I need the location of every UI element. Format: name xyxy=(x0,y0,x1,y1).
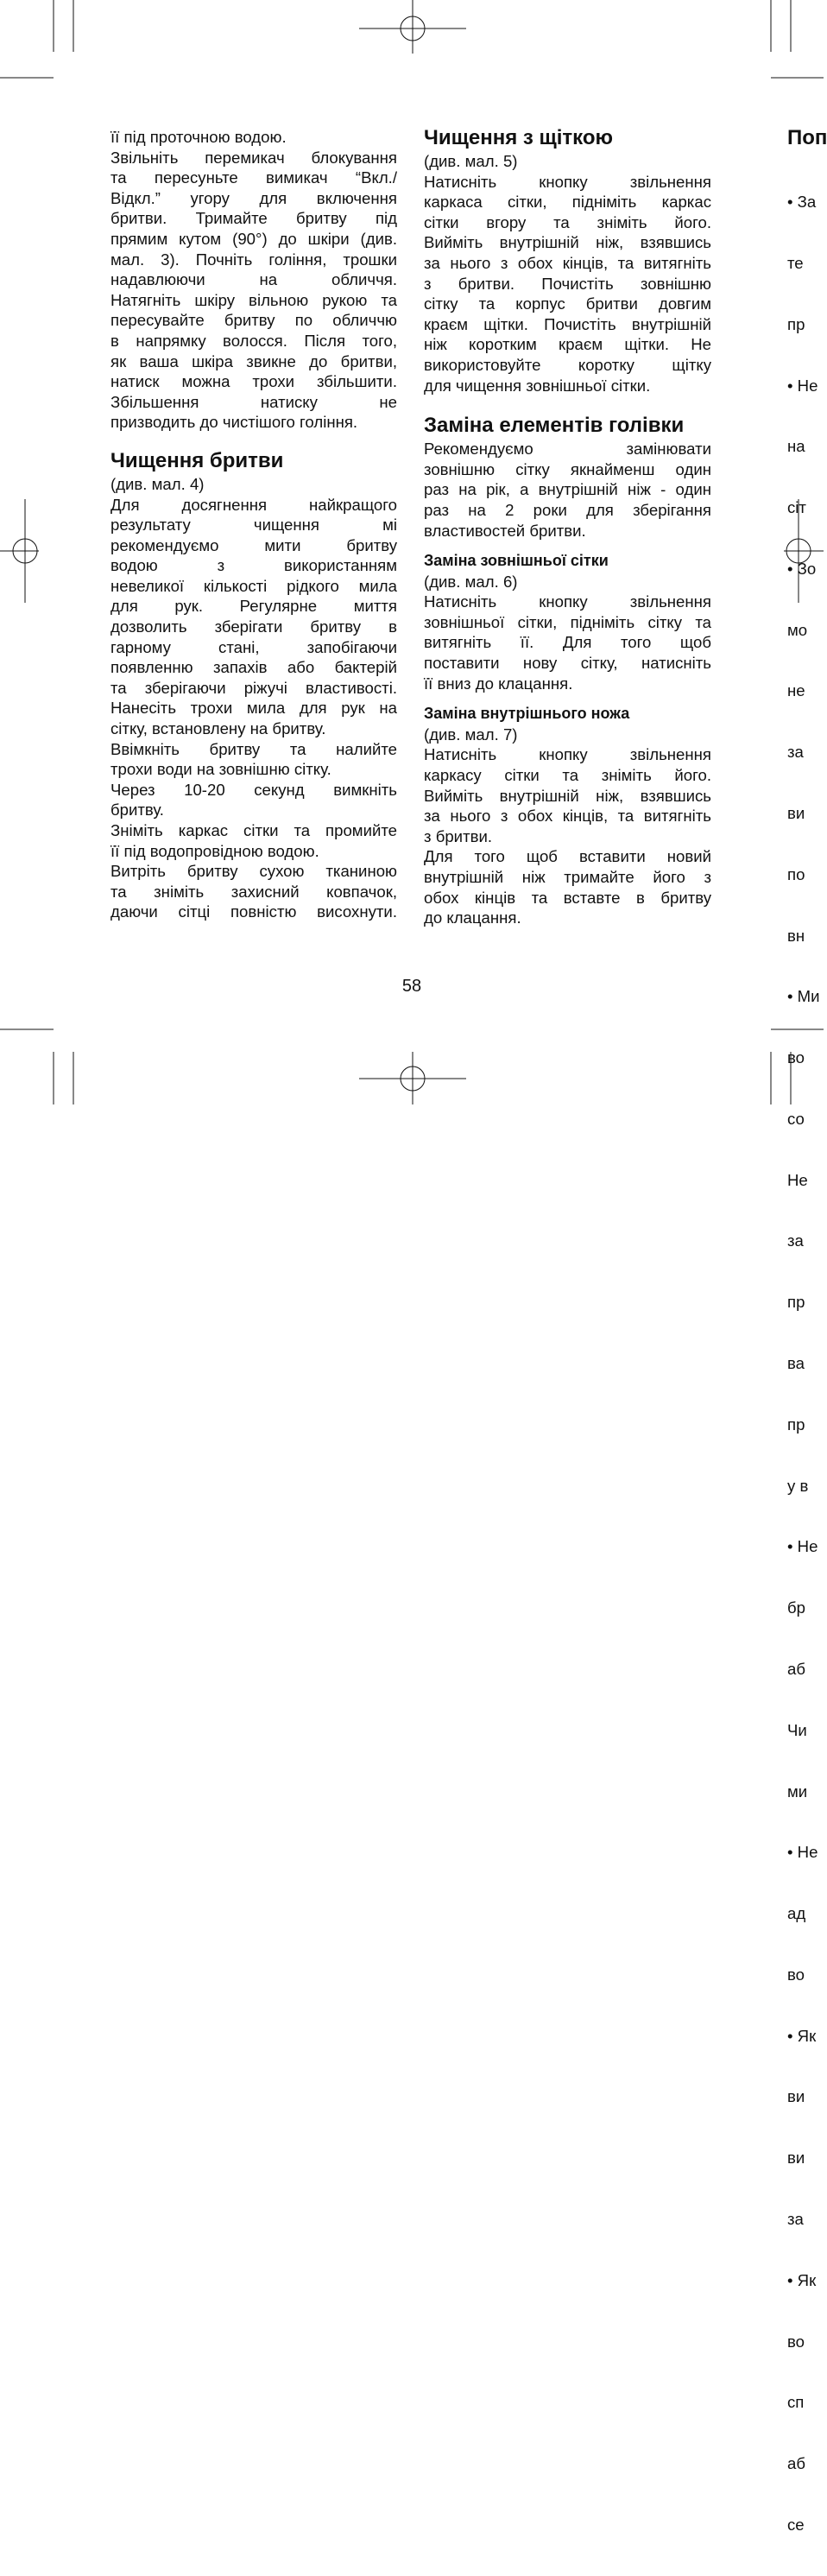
section-heading-brush: Чищення з щіткою xyxy=(424,126,613,149)
section-heading-clipped: Поп xyxy=(787,126,827,149)
list-item: ви xyxy=(787,2087,805,2106)
list-item: • Не xyxy=(787,1537,818,1556)
list-item: во xyxy=(787,1048,805,1067)
text-line: з бритви. Почистіть зовнішню xyxy=(424,274,711,293)
text-line: Збільшення натиску не xyxy=(110,392,397,411)
list-item: • Не xyxy=(787,376,818,395)
text-line: мал. 3). Почніть гоління, трошки xyxy=(110,250,397,269)
section-heading-replace: Заміна елементів голівки xyxy=(424,414,685,438)
registration-mark-bottom xyxy=(359,1052,466,1104)
text-line: надавлюючи на обличчя. xyxy=(110,270,397,289)
text-line: Натягніть шкіру вільною рукою та xyxy=(110,290,397,309)
list-item: на xyxy=(787,437,805,456)
text-line: Натисніть кнопку звільнення xyxy=(424,172,711,191)
text-line: її вниз до клацання. xyxy=(424,674,573,693)
list-item: за xyxy=(787,2209,804,2228)
text-line: Ввімкніть бритву та налийте xyxy=(110,739,397,758)
subheading-inner-blade: Заміна внутрішнього ножа xyxy=(424,705,630,723)
text-line: з бритви. xyxy=(424,826,493,845)
text-line: до клацання. xyxy=(424,908,521,927)
text-line: Нанесіть трохи мила для рук на xyxy=(110,699,397,718)
list-item: те xyxy=(787,253,804,272)
text-line: витягніть її. Для того щоб xyxy=(424,633,711,652)
list-item: сп xyxy=(787,2393,805,2412)
text-line: призводить до чистішого гоління. xyxy=(110,413,358,432)
text-line: пересувайте бритву по обличчю xyxy=(110,311,397,330)
clipped-bullet-list xyxy=(787,151,824,2576)
list-item: мо xyxy=(787,620,808,639)
list-item: се xyxy=(787,2515,805,2534)
text-line: (див. мал. 6) xyxy=(424,572,518,591)
list-item: за xyxy=(787,743,804,762)
text-line: гарному стані, запобігаючи xyxy=(110,637,397,656)
list-item: • Ми xyxy=(787,987,820,1006)
list-item: пр xyxy=(787,1293,805,1312)
text-line: Витріть бритву сухою тканиною xyxy=(110,862,397,881)
text-line: каркасу сітки та зніміть його. xyxy=(424,766,711,785)
list-item: • За xyxy=(787,193,817,212)
text-line: невеликої кількості рідкого мила xyxy=(110,576,397,595)
list-item: ад xyxy=(787,1904,806,1923)
text-line: та пересуньте вимикач “Вкл./ xyxy=(110,168,397,187)
text-line: дозволить зберігати бритву в xyxy=(110,617,397,636)
text-line: сітку, встановлену на бритву. xyxy=(110,719,326,738)
list-item: ва xyxy=(787,1354,805,1373)
text-line: прямим кутом (90°) до шкіри (див. xyxy=(110,229,397,248)
intro-paragraph xyxy=(110,125,397,433)
text-line: Зніміть каркас сітки та промийте xyxy=(110,821,397,839)
text-line: раз на рік, а внутрішній ніж - один xyxy=(424,480,711,499)
text-line: Рекомендуємо замінювати xyxy=(424,440,711,459)
text-line: Відкл.” угору для включення xyxy=(110,188,397,207)
text-line: (див. мал. 4) xyxy=(110,474,205,493)
text-line: краєм щітки. Почистіть внутрішній xyxy=(424,314,711,333)
list-item: Чи xyxy=(787,1720,807,1739)
text-line: появленню запахів або бактерій xyxy=(110,658,397,677)
list-item: по xyxy=(787,864,805,883)
list-item: ви xyxy=(787,2149,805,2168)
text-line: та зніміть захисний ковпачок, xyxy=(110,882,397,901)
text-line: за нього з обох кінців, та витягніть xyxy=(424,807,711,826)
list-item: не xyxy=(787,681,805,700)
list-item: во xyxy=(787,2332,805,2351)
list-item: • Як xyxy=(787,2270,817,2289)
list-item: • Зо xyxy=(787,559,817,578)
text-line: Натисніть кнопку звільнення xyxy=(424,745,711,764)
text-line: каркаса сітки, підніміть каркас xyxy=(424,193,711,212)
text-line: Для досягнення найкращого xyxy=(110,495,397,514)
text-line: її під проточною водою. xyxy=(110,128,287,146)
list-item: • Не xyxy=(787,1843,818,1862)
text-line: поставити нову сітку, натисніть xyxy=(424,654,711,673)
text-line: результату чищення мі xyxy=(110,516,397,535)
text-line: обох кінців та вставте в бритву xyxy=(424,888,711,907)
section-heading-cleaning: Чищення бритви xyxy=(110,448,284,472)
text-line: сітки вгору та зніміть його. xyxy=(424,212,711,231)
text-line: як ваша шкіра звикне до бритви, xyxy=(110,351,397,370)
text-line: (див. мал. 7) xyxy=(424,725,518,744)
list-item: сіт xyxy=(787,498,806,517)
text-line: внутрішній ніж тримайте його з xyxy=(424,868,711,886)
text-line: даючи сітці повністю висохнути. xyxy=(110,902,397,921)
replace-paragraph xyxy=(424,439,711,541)
cleaning-paragraph xyxy=(110,474,397,922)
text-line: Через 10-20 секунд вимкніть xyxy=(110,780,397,799)
outer-foil-paragraph xyxy=(424,572,711,694)
text-line: зовнішньої сітки, підніміть сітку та xyxy=(424,612,711,631)
list-item: ми xyxy=(787,1782,808,1801)
text-line: ніж коротким краєм щітки. Не xyxy=(424,335,711,354)
list-item: за xyxy=(787,1231,804,1250)
text-line: Звільніть перемикач блокування xyxy=(110,148,397,167)
list-item: аб xyxy=(787,1659,805,1678)
text-line: сітку та корпус бритви довгим xyxy=(424,294,711,313)
registration-mark-top xyxy=(359,0,466,54)
list-item: пр xyxy=(787,1415,805,1434)
text-line: раз на 2 роки для зберігання xyxy=(424,500,711,519)
list-item: пр xyxy=(787,314,805,333)
inner-blade-paragraph xyxy=(424,725,711,928)
list-item: бр xyxy=(787,1598,805,1617)
text-line: для рук. Регулярне миття xyxy=(110,597,397,616)
text-line: за нього з обох кінців, та витягніть xyxy=(424,253,711,272)
list-item: аб xyxy=(787,2454,805,2473)
text-line: для чищення зовнішньої сітки. xyxy=(424,376,651,395)
text-line: використовуйте коротку щітку xyxy=(424,355,711,374)
text-line: в напрямку волосся. Після того, xyxy=(110,331,397,350)
text-line: (див. мал. 5) xyxy=(424,152,518,170)
text-line: рекомендуємо мити бритву xyxy=(110,535,397,554)
text-line: властивостей бритви. xyxy=(424,521,586,540)
text-line: її під водопровідною водою. xyxy=(110,841,319,860)
list-item: у в xyxy=(787,1476,809,1495)
text-column-right-clipped xyxy=(787,125,827,2576)
subheading-outer-foil: Заміна зовнішньої сітки xyxy=(424,552,609,570)
text-line: Натисніть кнопку звільнення xyxy=(424,592,711,611)
list-item: со xyxy=(787,1109,805,1128)
text-line: бритви. Тримайте бритву під xyxy=(110,209,397,228)
text-column-middle xyxy=(424,125,711,928)
text-line: бритву. xyxy=(110,801,164,820)
page-number: 58 xyxy=(401,977,422,996)
text-line: Вийміть внутрішній ніж, взявшись xyxy=(424,233,711,252)
list-item: во xyxy=(787,1965,805,1984)
text-line: водою з використанням xyxy=(110,556,397,575)
text-column-left xyxy=(110,125,397,922)
text-line: зовнішню сітку якнайменш один xyxy=(424,459,711,478)
list-item: ви xyxy=(787,804,805,822)
list-item: • Як xyxy=(787,2026,817,2045)
text-line: трохи води на зовнішню сітку. xyxy=(110,760,331,779)
list-item: вн xyxy=(787,926,805,945)
registration-mark-left xyxy=(0,499,39,603)
list-item: Не xyxy=(787,1170,808,1189)
text-line: натиск можна трохи збільшити. xyxy=(110,372,397,391)
brush-paragraph xyxy=(424,151,711,396)
text-line: Для того щоб вставити новий xyxy=(424,847,711,866)
text-line: та зберігаючи ріжучі властивості. xyxy=(110,678,397,697)
text-line: Вийміть внутрішній ніж, взявшись xyxy=(424,786,711,805)
